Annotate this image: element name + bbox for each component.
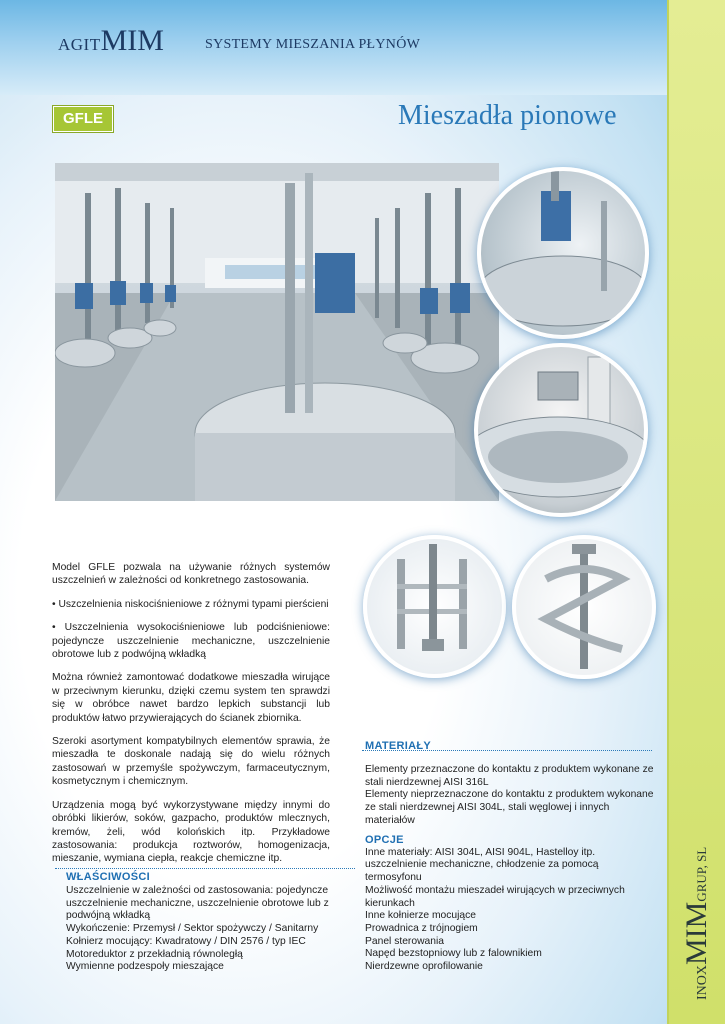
option-line: Prowadnica z trójnogiem — [365, 922, 478, 934]
option-line: uszczelnienie mechaniczne, chłodzenie za pomocą termosyfonu — [365, 859, 599, 884]
tank-motor-photo — [474, 343, 648, 517]
bullet-high-pressure: • Uszczelnienia wysokociśnieniowe lub podciśnieniowe: pojedyncze uszczelnienie mechaniczne, uszczelnienie obrotowe lub z podwójną wkładką — [52, 622, 330, 661]
material-line: Elementy nieprzeznaczone do kontaktu z produktem wykonane ze stali nierdzewnej AISI 304L, stali węglowej i innych materiałów — [365, 789, 654, 826]
sidebar-logo-inox: INOX — [695, 965, 710, 1000]
header-tagline: SYSTEMY MIESZANIA PŁYNÓW — [205, 37, 421, 52]
materials-section — [365, 740, 655, 828]
properties-divider — [55, 868, 355, 869]
model-badge: GFLE — [53, 106, 113, 132]
properties-section — [66, 871, 356, 974]
properties-title: WŁAŚCIWOŚCI — [66, 871, 150, 883]
option-line: Panel sterowania — [365, 935, 444, 947]
examples-paragraph: Urządzenia mogą być wykorzystywane między innymi do obróbki likierów, soków, gazpacho, produktów mlecznych, kremów, żeli, wód kolońskich itp. Przykładowe zastosowania: produkcja roztworów, homogenizacja, mieszanie, wymiana ciepła, reakcje chemiczne itp. — [52, 799, 330, 865]
applications-paragraph: Szeroki asortyment kompatybilnych elementów sprawia, że mieszadła te doskonale nadają się do wielu różnych zastosowań w przemyśle spożywczym, farmaceutycznym, kosmetycznym i chemicznym. — [52, 736, 330, 788]
logo-agit: AGIT — [58, 35, 101, 54]
property-line: Kołnierz mocujący: Kwadratowy / DIN 2576 / typ IEC — [66, 935, 306, 947]
material-line: Elementy przeznaczone do kontaktu z produktem wykonane ze stali nierdzewnej AISI 316L — [365, 764, 654, 788]
options-section — [365, 834, 655, 974]
option-line: Inne kołnierze mocujące — [365, 910, 477, 922]
factory-hall-photo — [55, 163, 499, 501]
intro-paragraph: Model GFLE pozwala na używanie różnych systemów uszczelnień w zależności od konkretnego zastosowania. — [52, 562, 330, 587]
tank-top-photo — [477, 167, 649, 339]
property-line: Uszczelnienie w zależności od zastosowania: pojedyncze uszczelnienie mechaniczne, uszczelnienie obrotowe lub z podwójną wkładką — [66, 885, 329, 922]
agitmim-logo — [58, 24, 164, 58]
options-title: OPCJE — [365, 834, 404, 846]
property-line: Wykończenie: Przemysł / Sektor spożywczy / Sanitarny — [66, 923, 319, 935]
sidebar-logo — [680, 847, 714, 1000]
description-column — [52, 561, 330, 876]
materials-title: MATERIAŁY — [365, 740, 432, 752]
bullet-low-pressure: • Uszczelnienia niskociśnieniowe z różnymi typami pierścieni — [52, 598, 329, 610]
anchor-agitator-photo — [363, 535, 506, 678]
option-line: Napęd bezstopniowy lub z falownikiem — [365, 948, 542, 960]
counter-rotation-paragraph: Można również zamontować dodatkowe mieszadła wirujące w przeciwnym kierunku, dzięki czemu system ten sprawdzi się w obróbce nawet bardzo lepkich substancji lub produktów łatwo przywierających do ścianek zbiornika. — [52, 672, 330, 724]
helical-agitator-photo — [512, 535, 656, 679]
property-line: Wymienne podzespoły mieszające — [66, 961, 224, 973]
property-line: Motoreduktor z przekładnią równoległą — [66, 948, 243, 960]
option-line: Możliwość montażu mieszadeł wirujących w przeciwnych kierunkach — [365, 884, 625, 909]
option-line: Inne materiały: AISI 304L, AISI 904L, Hastelloy itp. — [365, 846, 596, 858]
logo-mim: MIM — [100, 24, 164, 57]
option-line: Nierdzewne oprofilowanie — [365, 961, 483, 973]
sidebar-logo-grup: GRUP, SL — [694, 846, 709, 902]
page-title: Mieszadła pionowe — [398, 100, 617, 131]
sidebar-logo-mim: MIM — [680, 901, 713, 965]
